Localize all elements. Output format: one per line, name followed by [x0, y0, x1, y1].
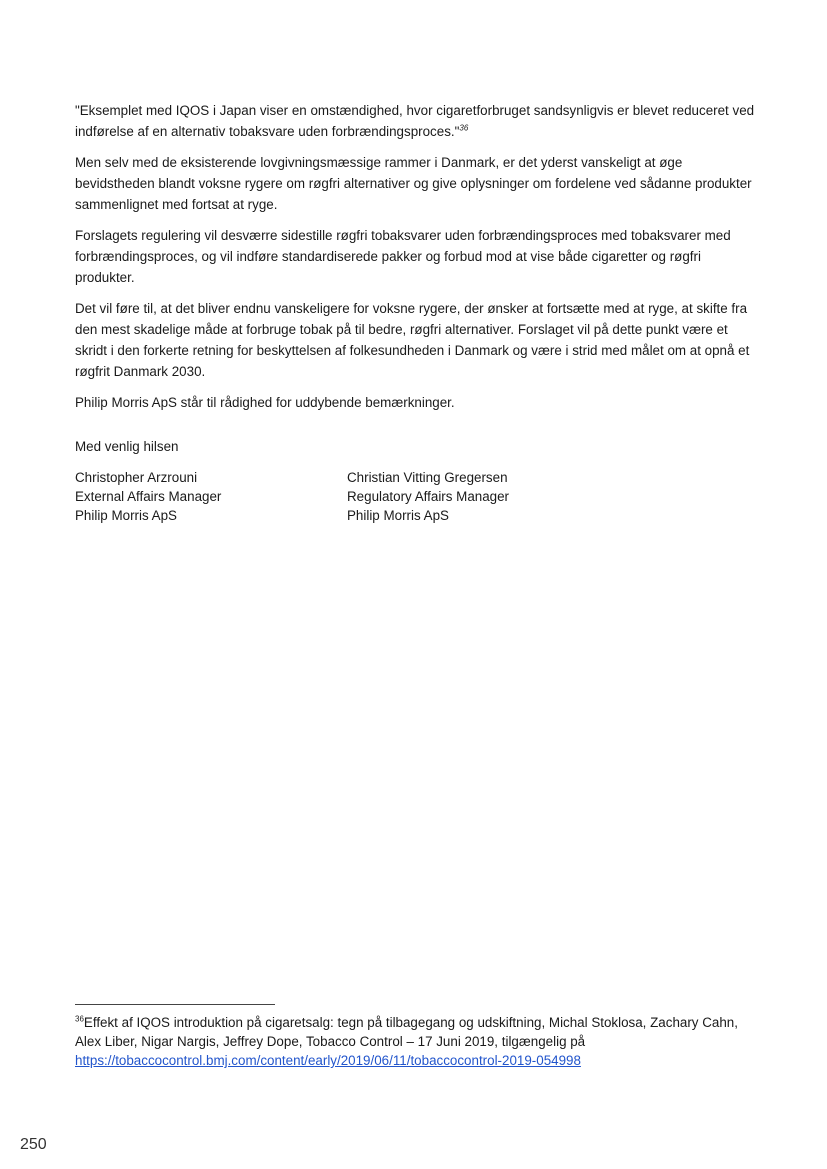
body-text — [75, 100, 755, 423]
signatory-title: External Affairs Manager — [75, 489, 222, 504]
footnote-number: 36 — [75, 1014, 84, 1024]
paragraph-text: Forslagets regulering vil desværre sidestille røgfri tobaksvarer uden forbrændingsproces med tobaksvarer med forbrændingsproces, og vil indføre standardiserede pakker og forbud mod at vise både cigaretter og røgfri produkter. — [75, 228, 731, 285]
paragraph — [75, 225, 755, 288]
paragraph — [75, 152, 755, 215]
paragraph-text: Philip Morris ApS står til rådighed for uddybende bemærkninger. — [75, 395, 455, 410]
footnote-link[interactable]: https://tobaccocontrol.bmj.com/content/early/2019/06/11/tobaccocontrol-2019-054998 — [75, 1053, 581, 1068]
signatory-title: Regulatory Affairs Manager — [347, 489, 510, 504]
paragraph-quote — [75, 100, 755, 142]
signatory-company: Philip Morris ApS — [75, 508, 177, 523]
footnote-divider — [75, 1004, 275, 1005]
signatory-company: Philip Morris ApS — [347, 508, 449, 523]
paragraph-text: Det vil føre til, at det bliver endnu vanskeligere for voksne rygere, der ønsker at fortsætte med at ryge, at skifte fra den mest skadelige måde at forbruge tobak på til bedre, røgfri alternativer. Forslaget vil på dette punkt være et skridt i den forkerte retning for beskyttelsen af folkesundheden i Danmark og være i strid med målet om at opnå et røgfrit Danmark 2030. — [75, 301, 750, 379]
paragraph-text: Men selv med de eksisterende lovgivningsmæssige rammer i Danmark, er det yderst vanskeligt at øge bevidstheden blandt voksne rygere om røgfri alternativer og give oplysninger om fordelene ved sådanne produkter sammenlignet med fortsat at ryge. — [75, 155, 752, 212]
closing-salutation: Med venlig hilsen — [75, 439, 179, 454]
signature-block-left — [75, 468, 221, 525]
paragraph-text: "Eksemplet med IQOS i Japan viser en omstændighed, hvor cigaretforbruget sandsynligvis er blevet reduceret ved indførelse af en alternativ tobaksvare uden forbrændingsproces." — [75, 103, 755, 139]
signatory-name: Christopher Arzrouni — [75, 470, 198, 485]
footnote — [75, 1013, 765, 1070]
paragraph — [75, 298, 755, 382]
signature-block-right — [347, 468, 509, 525]
page-number: 250 — [20, 1136, 47, 1153]
footnote-reference: 36 — [459, 123, 469, 133]
footnote-text: Effekt af IQOS introduktion på cigaretsalg: tegn på tilbagegang og udskiftning, Michal Stoklosa, Zachary Cahn, Alex Liber, Nigar Nargis, Jeffrey Dope, Tobacco Control – 17 Juni 2019, tilgængelig på — [75, 1015, 738, 1049]
paragraph — [75, 392, 755, 413]
signatory-name: Christian Vitting Gregersen — [347, 470, 508, 485]
